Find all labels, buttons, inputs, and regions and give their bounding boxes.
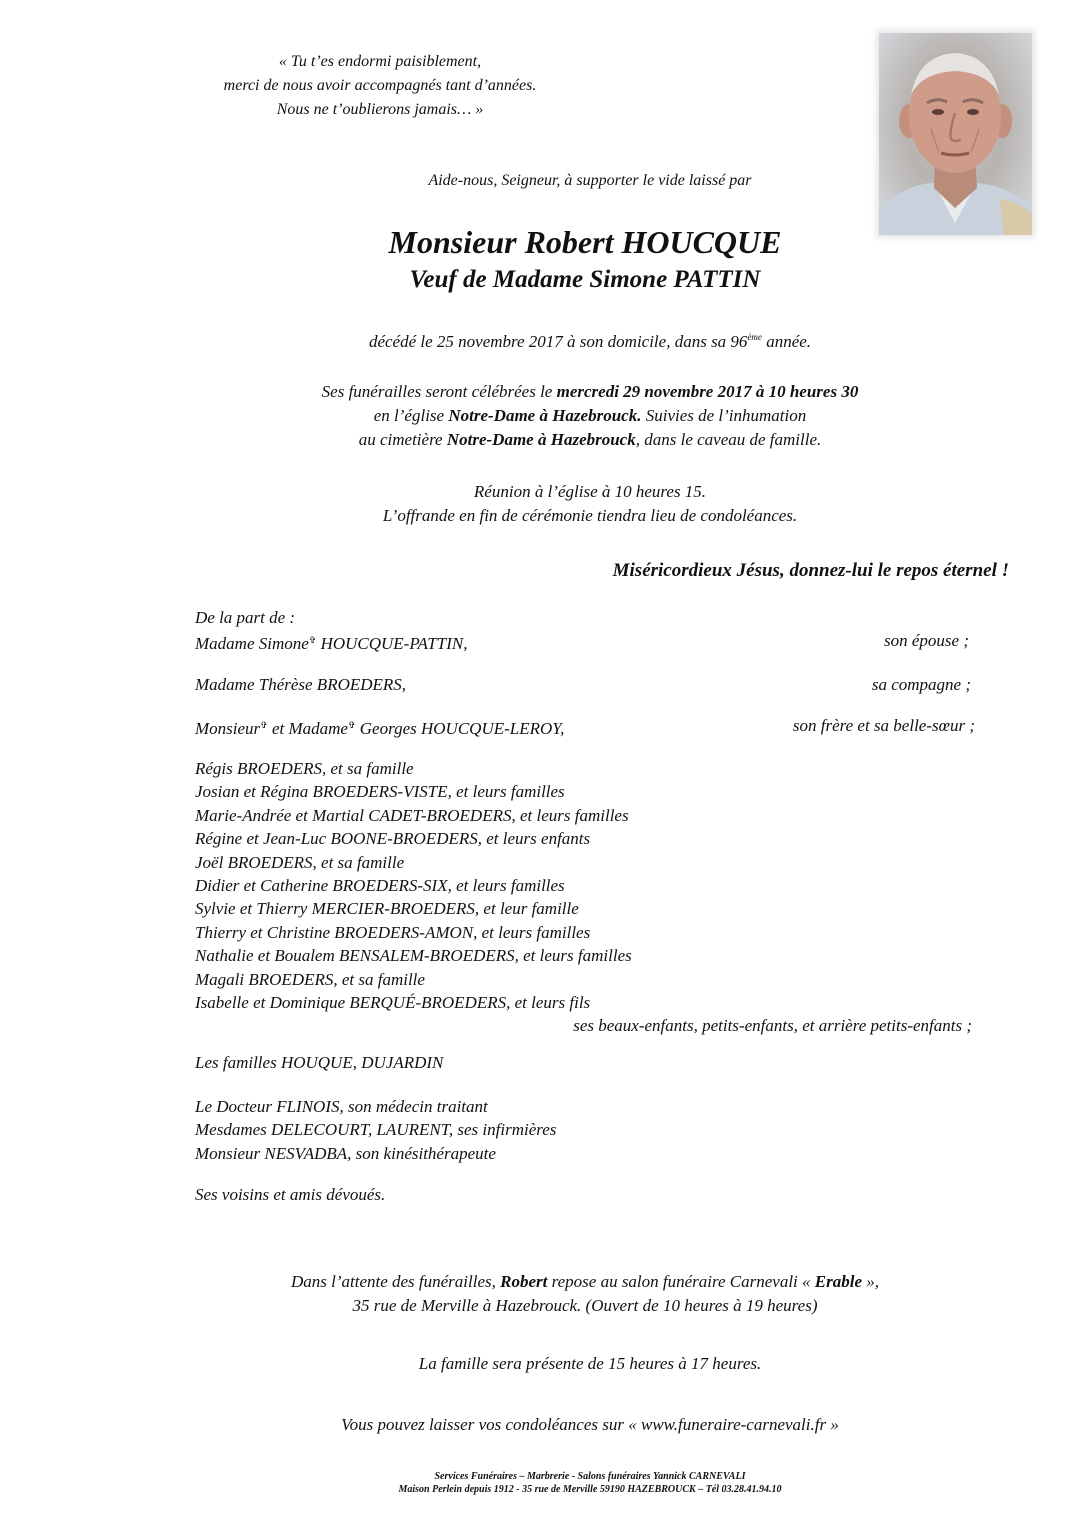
companion-name: Madame Thérèse BROEDERS, xyxy=(195,675,407,694)
death-notice xyxy=(240,325,940,354)
funeral-text: Ses funérailles seront célébrées le xyxy=(321,382,557,401)
portrait-photo xyxy=(879,33,1032,235)
funeral-cemetery: Notre-Dame à Hazebrouck xyxy=(446,430,636,449)
condolences-line: Vous pouvez laisser vos condoléances sur « www.funeraire-carnevali.fr » xyxy=(341,1415,839,1434)
ordinal-suffix: ème xyxy=(747,332,762,342)
cross-icon: ✞ xyxy=(308,635,317,645)
opening-poem xyxy=(160,50,600,122)
children-relation: ses beaux-enfants, petits-enfants, et arrière petits-enfants ; xyxy=(573,1016,972,1036)
care-list xyxy=(195,1095,975,1165)
list-item: Marie-Andrée et Martial CADET-BROEDERS, et leurs familles xyxy=(195,805,629,825)
widow-of: Veuf de Madame Simone PATTIN xyxy=(409,266,761,293)
list-item: Isabelle et Dominique BERQUÉ-BROEDERS, et leurs fils xyxy=(195,993,591,1013)
funeral-text: au cimetière xyxy=(358,430,447,449)
funeral-line-2 xyxy=(200,404,980,428)
cross-icon: ✞ xyxy=(347,720,356,730)
salon-text: repose au salon funéraire Carnevali « xyxy=(547,1272,815,1291)
spouse-name-a: Madame Simone xyxy=(195,634,309,653)
companion-relation: sa compagne ; xyxy=(871,675,971,694)
prayer: Miséricordieux Jésus, donnez-lui le repos éternel ! xyxy=(612,560,1009,581)
funeral-line-3 xyxy=(200,428,980,452)
death-text: décédé le 25 novembre 2017 à son domicile, dans sa 96 xyxy=(368,332,748,351)
salon-text: Dans l’attente des funérailles, xyxy=(290,1272,501,1291)
children-list xyxy=(195,757,975,1038)
deceased-name: Monsieur Robert HOUCQUE xyxy=(388,224,782,260)
family-presence: La famille sera présente de 15 heures à 17 heures. xyxy=(418,1354,762,1373)
list-item: Régis BROEDERS, et sa famille xyxy=(195,759,414,778)
part-header: De la part de : xyxy=(195,608,296,627)
list-item: Monsieur NESVADBA, son kinésithérapeute xyxy=(195,1143,496,1163)
salon-info xyxy=(190,1270,980,1318)
salon-text: », xyxy=(862,1272,880,1291)
neighbours-line: Ses voisins et amis dévoués. xyxy=(195,1185,386,1204)
poem-line: merci de nous avoir accompagnés tant d’années. xyxy=(223,77,537,94)
brother-name-c: Georges HOUCQUE-LEROY, xyxy=(355,719,565,738)
footer-line-1: Services Funéraires – Marbrerie - Salons funéraires Yannick CARNEVALI xyxy=(434,1471,746,1482)
poem-line: Nous ne t’oublierons jamais… » xyxy=(276,101,484,118)
list-item: Didier et Catherine BROEDERS-SIX, et leurs familles xyxy=(195,876,565,896)
funeral-details xyxy=(200,380,980,452)
funeral-text: en l’église xyxy=(373,406,449,425)
list-item: Mesdames DELECOURT, LAURENT, ses infirmières xyxy=(195,1120,557,1140)
salon-line-2: 35 rue de Merville à Hazebrouck. (Ouvert de 10 heures à 19 heures) xyxy=(352,1296,818,1315)
footer-line-2: Maison Perlein depuis 1912 - 35 rue de Merville 59190 HAZEBROUCK – Tél 03.28.41.94.10 xyxy=(398,1484,782,1495)
cross-icon: ✞ xyxy=(260,720,268,730)
funeral-text: , dans le caveau de famille. xyxy=(635,430,822,449)
salon-room: Erable xyxy=(814,1272,863,1291)
brother-name-b: et Madame xyxy=(267,719,348,738)
list-item: Le Docteur FLINOIS, son médecin traitant xyxy=(195,1097,488,1116)
list-item: Thierry et Christine BROEDERS-AMON, et leurs familles xyxy=(195,922,591,942)
reunion-info xyxy=(250,480,930,528)
list-item: Magali BROEDERS, et sa famille xyxy=(195,969,425,989)
spouse-relation: son épouse ; xyxy=(884,631,969,650)
companion-row xyxy=(195,673,975,696)
funeral-date: mercredi 29 novembre 2017 à 10 heures 30 xyxy=(556,382,859,401)
funeral-church: Notre-Dame à Hazebrouck. xyxy=(448,406,642,425)
poem-line: « Tu t’es endormi paisiblement, xyxy=(278,53,482,70)
brother-relation: son frère et sa belle-sœur ; xyxy=(792,716,975,735)
brother-name-a: Monsieur xyxy=(195,719,261,738)
salon-line-1 xyxy=(190,1270,980,1294)
intro-line: Aide-nous, Seigneur, à supporter le vide laissé par xyxy=(428,172,752,189)
funeral-line-1 xyxy=(200,380,980,404)
list-item: Joël BROEDERS, et sa famille xyxy=(195,852,405,872)
list-item: Josian et Régina BROEDERS-VISTE, et leurs familles xyxy=(195,782,565,802)
funeral-text: Suivies de l’inhumation xyxy=(641,406,807,425)
list-item: Sylvie et Thierry MERCIER-BROEDERS, et leur famille xyxy=(195,899,579,919)
death-text-end: année. xyxy=(761,332,812,351)
offering-line: L’offrande en fin de cérémonie tiendra lieu de condoléances. xyxy=(382,506,798,525)
families-line: Les familles HOUQUE, DUJARDIN xyxy=(195,1053,444,1072)
footer xyxy=(200,1470,980,1496)
salon-name-first: Robert xyxy=(500,1272,548,1291)
list-item: Nathalie et Boualem BENSALEM-BROEDERS, et leurs familles xyxy=(195,946,632,966)
spouse-name-b: HOUCQUE-PATTIN, xyxy=(316,634,468,653)
reunion-line: Réunion à l’église à 10 heures 15. xyxy=(473,482,707,501)
spouse-row xyxy=(195,629,975,655)
list-item: Régine et Jean-Luc BOONE-BROEDERS, et leurs enfants xyxy=(195,829,591,849)
brother-row xyxy=(195,714,975,740)
